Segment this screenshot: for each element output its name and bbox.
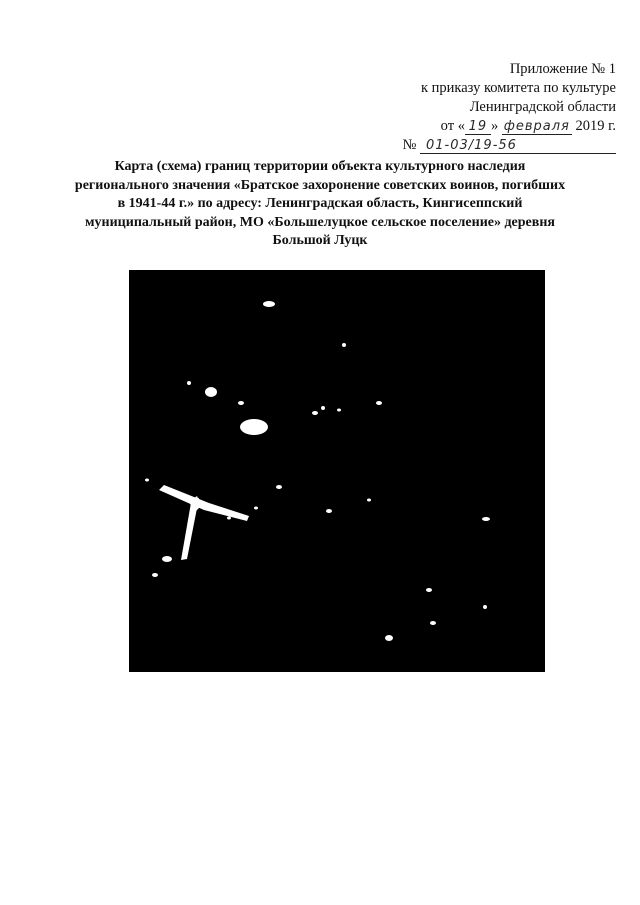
order-number: 01-03/19-56 [420, 138, 616, 154]
appendix-order-line: к приказу комитета по культуре [420, 80, 616, 96]
number-prefix: № [402, 137, 417, 153]
appendix-block [403, 60, 616, 155]
appendix-number-line [403, 136, 616, 155]
date-year: 2019 г. [575, 118, 616, 134]
document-title: Карта (схема) границ территории объекта культурного наследия регионального значения «Братское захоронение советских воинов, погибших в 1941-44 г.» по адресу: Ленинградская область, Кингисеппский муниципальный район, МО «Большелуцкое сельское поселение» деревня Большой Луцк [74, 159, 566, 248]
appendix-date-line [403, 117, 616, 136]
aerial-photo-graphic [129, 270, 545, 672]
appendix-title: Приложение № 1 [509, 61, 616, 77]
date-prefix: от [440, 118, 455, 134]
quote-close: » [490, 118, 499, 134]
quote-open: « [457, 118, 465, 134]
aerial-map-image [129, 270, 545, 672]
date-day: 19 [465, 119, 491, 135]
appendix-region-line: Ленинградской области [469, 99, 616, 115]
date-month: февраля [503, 119, 570, 134]
